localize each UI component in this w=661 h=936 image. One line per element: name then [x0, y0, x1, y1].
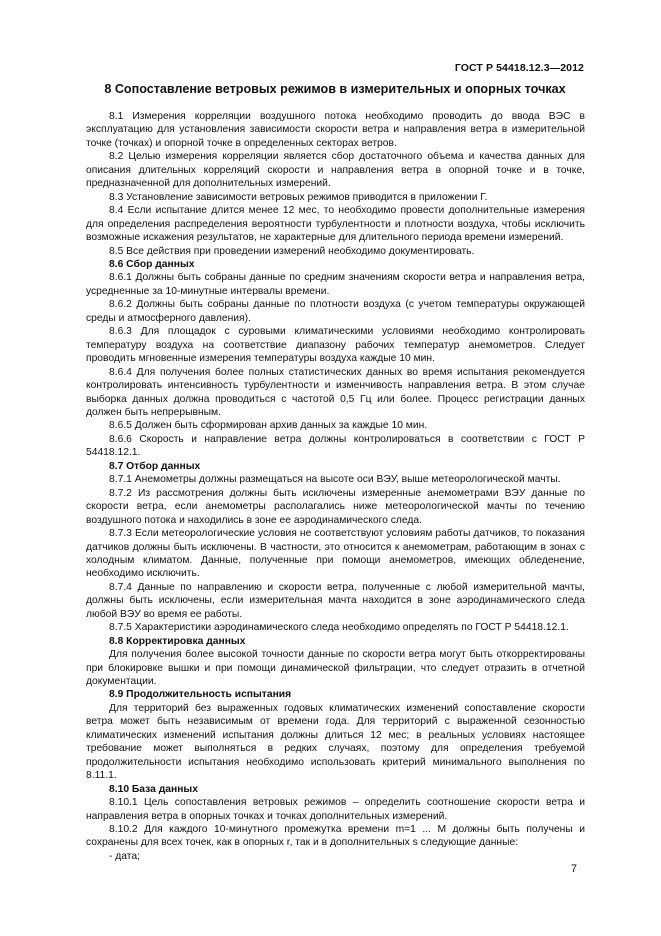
paragraph: 8.10.2 Для каждого 10-минутного промежутка времени m=1 ... M должны быть получены и сохранены для всех точек, как в опорных r, так и в дополнительных s следующие данные:	[86, 824, 585, 849]
paragraph: - дата;	[109, 850, 140, 862]
paragraph: 8.5 Все действия при проведении измерений необходимо документировать.	[109, 245, 475, 257]
subsection-heading: 8.9 Продолжительность испытания	[109, 689, 292, 701]
paragraph: 8.7.4 Данные по направлению и скорости ветра, полученные с любой измерительной мачты, должны быть исключены, если измерительная мачта находится в зоне аэродинамического следа любой ВЭУ во время ее работы.	[86, 581, 585, 620]
paragraph: 8.7.2 Из рассмотрения должны быть исключены измеренные анемометрами ВЭУ данные по скорости ветра, если анемометры располагались ниже метеорологической мачты по течению воздушного потока и находились в зоне ее аэродинамического следа.	[86, 487, 585, 526]
paragraph: 8.4 Если испытание длится менее 12 мес, то необходимо провести дополнительные измерения для определения распределения вероятности турбулентности и плотности воздуха, чтобы исключить возможные искажения результатов, не характерные для длительного периода времени измерений.	[86, 205, 585, 244]
paragraph: 8.1 Измерения корреляции воздушного потока необходимо проводить до ввода ВЭС в эксплуатацию для установления зависимости скорости ветра и направления ветра в измерительной точке (точках) и опорной точке в определенных секторах ветров.	[86, 111, 585, 149]
subsection-heading: 8.10 База данных	[109, 783, 198, 795]
paragraph: 8.7.5 Характеристики аэродинамического следа необходимо определять по ГОСТ Р 54418.12.1.	[109, 622, 569, 634]
paragraph: 8.6.2 Должны быть собраны данные по плотности воздуха (с учетом температуры окружающей среды и атмосферного давления).	[86, 299, 585, 324]
document-body	[86, 110, 585, 863]
paragraph: 8.6.3 Для площадок с суровыми климатическими условиями необходимо контролировать температуру воздуха на соответствие диапазону рабочих температур анемометров. Следует проводить мгновенные измерения температуры воздуха каждые 10 мин.	[86, 326, 585, 365]
paragraph: 8.7.3 Если метеорологические условия не соответствуют условиям работы датчиков, то показания датчиков должны быть исключены. В частности, это относится к анемометрам, работающим в зонах с холодным климатом. Данные, полученные при помощи анемометров, имеющих обледенение, необходимо исключить.	[86, 528, 585, 580]
paragraph: 8.2 Целью измерения корреляции является сбор достаточного объема и качества данных для описания длительных корреляций скорости и направления ветра в опорной точке и в точке, предназначенной для дополнительных измерений.	[86, 151, 585, 190]
subsection-heading: 8.6 Сбор данных	[109, 258, 195, 270]
subsection-heading: 8.7 Отбор данных	[109, 460, 201, 472]
section-title: 8 Сопоставление ветровых режимов в измерительных и опорных точках	[104, 82, 566, 96]
paragraph: Для получения более высокой точности данные по скорости ветра могут быть откорректированы при блокировке вышки и при помощи динамической фильтрации, что следует отразить в отчетной документации.	[86, 649, 585, 688]
page-number: 7	[570, 863, 577, 875]
paragraph: 8.6.5 Должен быть сформирован архив данных за каждые 10 мин.	[109, 420, 428, 432]
paragraph: 8.6.4 Для получения более полных статистических данных во время испытания рекомендуется контролировать интенсивность турбулентности и изменчивость направления ветра. В этом случае выборка данных должна проводиться с частотой 0,5 Гц или более. Процесс регистрации данных должен быть непрерывным.	[86, 366, 585, 418]
subsection-heading: 8.8 Корректировка данных	[109, 635, 246, 647]
paragraph: 8.6.1 Должны быть собраны данные по средним значениям скорости ветра и направления ветра, усредненные за 10-минутные интервалы времени.	[86, 272, 585, 297]
paragraph: Для территорий без выраженных годовых климатических изменений сопоставление скорости ветра может быть независимым от времени года. Для территорий с выраженной сезонностью климатических изменений испытания должны длиться 12 мес; в реальных условиях настоящее требование может выполняться в редких случаях, поэтому для определения требуемой продолжительности испытания необходимо использовать критерий минимального выполнения по 8.11.1.	[86, 702, 585, 782]
standard-number: ГОСТ Р 54418.12.3—2012	[454, 62, 584, 74]
paragraph: 8.7.1 Анемометры должны размещаться на высоте оси ВЭУ, выше метеорологической мачты.	[109, 474, 561, 486]
paragraph: 8.3 Установление зависимости ветровых режимов приводится в приложении Г.	[109, 191, 488, 203]
paragraph: 8.6.6 Скорость и направление ветра должны контролироваться в соответствии с ГОСТ Р 54418.12.1.	[86, 433, 585, 459]
paragraph: 8.10.1 Цель сопоставления ветровых режимов – определить соотношение скорости ветра и направления ветра в опорных точках и точках дополнительных измерений.	[86, 797, 585, 822]
